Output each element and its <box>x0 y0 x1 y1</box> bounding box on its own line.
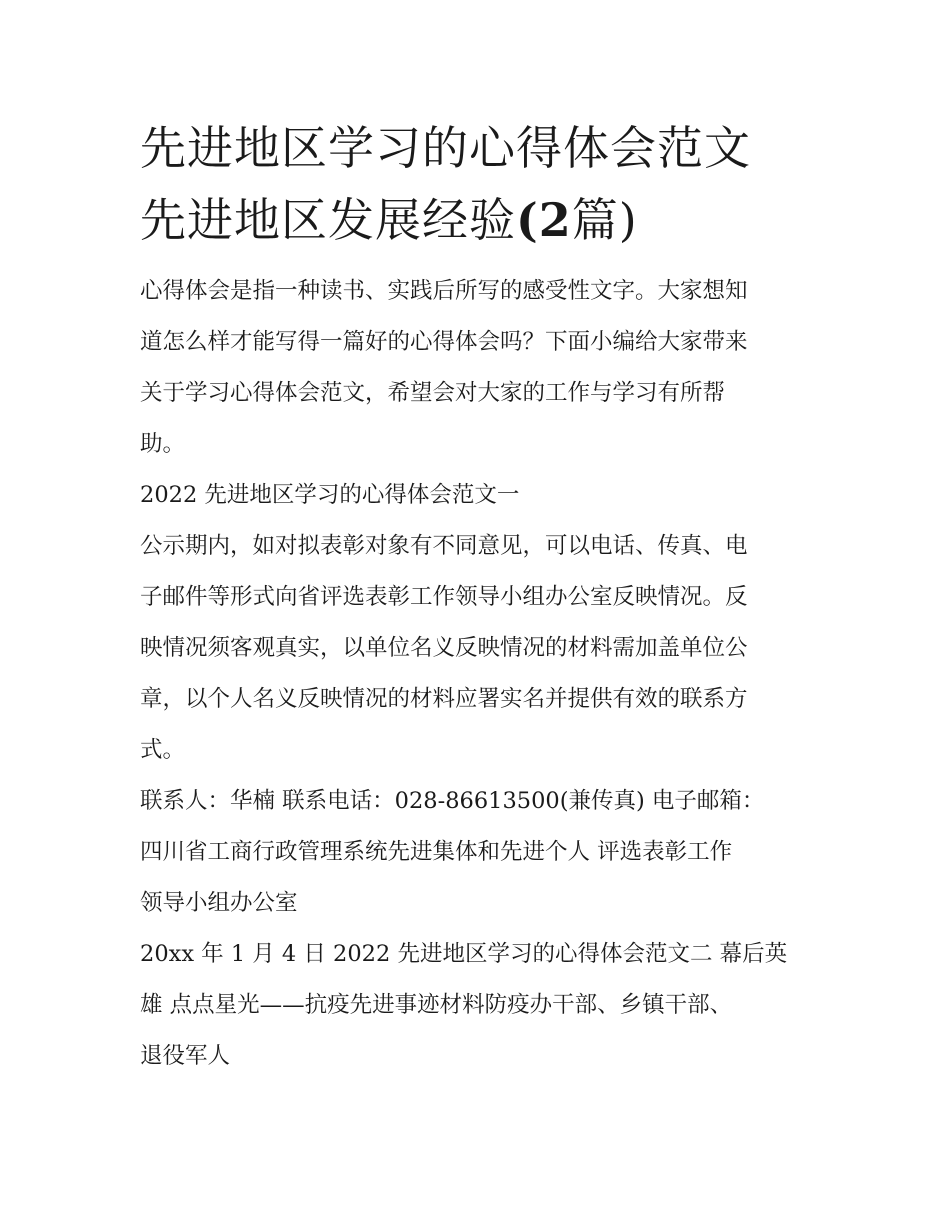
date-line: 20xx 年 1 月 4 日 2022 先进地区学习的心得体会范文二 幕后英 <box>140 941 788 967</box>
contact-line: 四川省工商行政管理系统先进集体和先进个人 评选表彰工作 <box>140 839 733 865</box>
notice-line: 章，以个人名义反映情况的材料应署实名并提供有效的联系方 <box>140 686 748 712</box>
title-line-2-text: 先进地区发展经验 <box>140 193 516 247</box>
notice-line: 映情况须客观真实，以单位名义反映情况的材料需加盖单位公 <box>140 635 748 661</box>
notice-line: 公示期内，如对拟表彰对象有不同意见，可以电话、传真、电 <box>140 533 748 559</box>
intro-line: 道怎么样才能写得一篇好的心得体会吗？下面小编给大家带来 <box>140 329 748 355</box>
date-line: 雄 点点星光——抗疫先进事迹材料防疫办干部、乡镇干部、 <box>140 992 733 1018</box>
date-paragraph <box>140 929 820 1082</box>
document-page <box>140 112 820 1082</box>
notice-line: 式。 <box>140 737 186 763</box>
contact-line: 联系人：华楠 联系电话：028-86613500(兼传真) 电子邮箱： <box>140 788 765 814</box>
contact-line: 领导小组办公室 <box>140 890 298 916</box>
document-title-line-2 <box>140 184 820 256</box>
title-line-2-count: (2 <box>516 193 572 247</box>
section-heading-1 <box>140 470 820 521</box>
document-body <box>140 266 820 1082</box>
date-line: 退役军人 <box>140 1043 231 1069</box>
contact-paragraph <box>140 776 820 929</box>
intro-line: 助。 <box>140 431 186 457</box>
notice-paragraph <box>140 521 820 776</box>
intro-paragraph <box>140 266 820 470</box>
document-title-line-1: 先进地区学习的心得体会范文 <box>140 121 751 175</box>
intro-line: 关于学习心得体会范文，希望会对大家的工作与学习有所帮 <box>140 380 726 406</box>
title-line-2-end: 篇) <box>571 193 638 247</box>
notice-line: 子邮件等形式向省评选表彰工作领导小组办公室反映情况。反 <box>140 584 748 610</box>
intro-line: 心得体会是指一种读书、实践后所写的感受性文字。大家想知 <box>140 278 748 304</box>
section-heading-line: 2022 先进地区学习的心得体会范文一 <box>140 482 520 508</box>
